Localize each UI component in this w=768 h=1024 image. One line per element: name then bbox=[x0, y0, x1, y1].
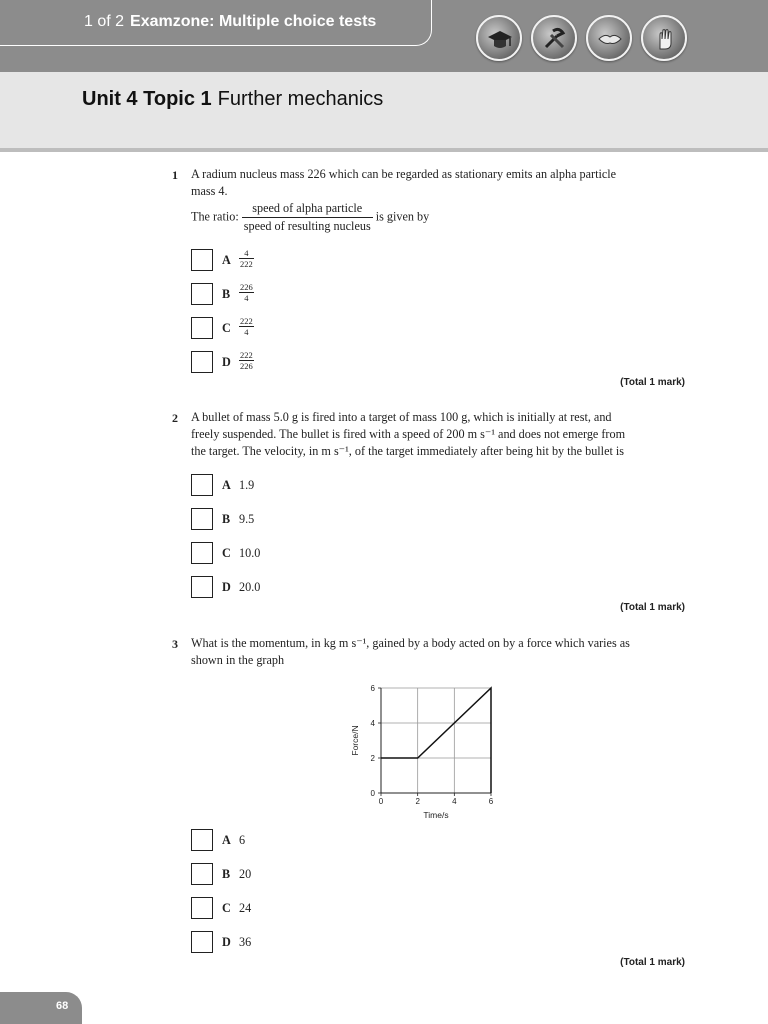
y-tick-label: 2 bbox=[370, 754, 375, 763]
question-1-total: (Total 1 mark) bbox=[620, 377, 685, 388]
q3-option-d[interactable] bbox=[191, 931, 291, 953]
option-letter: C bbox=[222, 321, 231, 335]
fraction-numerator: 222 bbox=[240, 316, 253, 326]
option-value: 20.0 bbox=[239, 580, 261, 594]
x-tick-label: 0 bbox=[378, 797, 384, 806]
handshake-icon bbox=[586, 15, 632, 61]
fraction-denominator: 222 bbox=[240, 259, 253, 269]
option-fraction bbox=[239, 350, 254, 371]
answer-checkbox[interactable] bbox=[191, 317, 213, 339]
option-fraction bbox=[239, 282, 254, 303]
fraction-denominator: 4 bbox=[244, 293, 249, 303]
topic-label: Further mechanics bbox=[217, 88, 384, 110]
fraction-denominator: 4 bbox=[244, 327, 249, 337]
option-letter: A bbox=[222, 833, 231, 847]
question-2-number: 2 bbox=[172, 411, 178, 425]
unit-label: Unit 4 Topic 1 bbox=[82, 88, 212, 110]
option-value: 9.5 bbox=[239, 512, 255, 526]
q3-option-c[interactable] bbox=[191, 897, 291, 919]
q2-option-a[interactable] bbox=[191, 474, 291, 496]
option-value: 10.0 bbox=[239, 546, 261, 560]
question-3-line-1: What is the momentum, in kg m s⁻¹, gained by a body acted on by a force which varies as bbox=[191, 636, 630, 650]
question-1-line-2: mass 4. bbox=[191, 184, 228, 198]
ratio-fraction bbox=[242, 201, 373, 234]
answer-checkbox[interactable] bbox=[191, 829, 213, 851]
question-2-line-2: freely suspended. The bullet is fired with a speed of 200 m s⁻¹ and does not emerge from bbox=[191, 427, 626, 441]
chart-plot bbox=[350, 684, 494, 820]
answer-checkbox[interactable] bbox=[191, 508, 213, 530]
q2-option-d[interactable] bbox=[191, 576, 291, 598]
question-1-number: 1 bbox=[172, 168, 178, 182]
answer-checkbox[interactable] bbox=[191, 474, 213, 496]
option-value: 24 bbox=[239, 901, 252, 915]
question-2-line-1: A bullet of mass 5.0 g is fired into a target of mass 100 g, which is initially at rest, and bbox=[191, 410, 612, 424]
option-letter: B bbox=[222, 867, 231, 881]
question-3-number: 3 bbox=[172, 637, 178, 651]
answer-checkbox[interactable] bbox=[191, 931, 213, 953]
divider bbox=[0, 148, 768, 152]
option-value: 6 bbox=[239, 833, 246, 847]
question-3-total: (Total 1 mark) bbox=[620, 957, 685, 968]
q3-option-b[interactable] bbox=[191, 863, 291, 885]
answer-checkbox[interactable] bbox=[191, 351, 213, 373]
fraction-numerator: 226 bbox=[240, 282, 253, 292]
y-tick-label: 0 bbox=[370, 789, 375, 798]
ratio-denominator: speed of resulting nucleus bbox=[243, 219, 371, 233]
ratio-suffix: is given by bbox=[375, 209, 430, 224]
q1-option-a[interactable] bbox=[191, 249, 271, 271]
option-letter: A bbox=[222, 478, 231, 492]
question-3-line-2: shown in the graph bbox=[191, 653, 285, 667]
option-letter: B bbox=[222, 287, 231, 301]
ratio-prefix: The ratio: bbox=[191, 209, 239, 224]
fraction-denominator: 226 bbox=[240, 361, 253, 371]
x-tick-label: 6 bbox=[488, 797, 494, 806]
tools-icon bbox=[531, 15, 577, 61]
option-letter: D bbox=[222, 355, 231, 369]
option-letter: C bbox=[222, 546, 231, 560]
q3-option-a[interactable] bbox=[191, 829, 291, 851]
hand-icon bbox=[641, 15, 687, 61]
answer-checkbox[interactable] bbox=[191, 283, 213, 305]
fraction-numerator: 4 bbox=[239, 248, 254, 259]
option-value: 36 bbox=[239, 935, 252, 949]
q1-option-b[interactable] bbox=[191, 283, 271, 305]
page-of-label: 1 of 2 bbox=[84, 13, 125, 30]
y-axis-label: Force/N bbox=[350, 725, 360, 756]
q1-option-c[interactable] bbox=[191, 317, 271, 339]
fraction-numerator: 222 bbox=[240, 350, 253, 360]
x-tick-label: 2 bbox=[415, 797, 420, 806]
answer-checkbox[interactable] bbox=[191, 863, 213, 885]
page-title bbox=[82, 88, 383, 111]
option-letter: D bbox=[222, 580, 231, 594]
y-tick-label: 6 bbox=[370, 684, 375, 693]
option-value: 1.9 bbox=[239, 478, 255, 492]
x-tick-label: 4 bbox=[452, 797, 457, 806]
option-letter: B bbox=[222, 512, 231, 526]
option-value: 20 bbox=[239, 867, 252, 881]
question-2-line-3: the target. The velocity, in m s⁻¹, of the target immediately after being hit by the bullet is bbox=[191, 444, 625, 458]
q2-option-c[interactable] bbox=[191, 542, 291, 564]
page-number: 68 bbox=[56, 1000, 69, 1012]
section-title: Examzone: Multiple choice tests bbox=[130, 13, 377, 30]
x-axis-label: Time/s bbox=[423, 810, 449, 820]
answer-checkbox[interactable] bbox=[191, 542, 213, 564]
answer-checkbox[interactable] bbox=[191, 576, 213, 598]
force-time-graph bbox=[340, 676, 520, 826]
question-1-line-1: A radium nucleus mass 226 which can be regarded as stationary emits an alpha particle bbox=[191, 167, 617, 181]
ratio-numerator: speed of alpha particle bbox=[242, 201, 373, 218]
option-letter: D bbox=[222, 935, 231, 949]
question-1-ratio bbox=[191, 201, 429, 234]
answer-checkbox[interactable] bbox=[191, 897, 213, 919]
answer-checkbox[interactable] bbox=[191, 249, 213, 271]
q2-option-b[interactable] bbox=[191, 508, 291, 530]
header-title bbox=[84, 13, 376, 31]
question-2-total: (Total 1 mark) bbox=[620, 602, 685, 613]
option-fraction bbox=[239, 316, 254, 337]
option-letter: A bbox=[222, 253, 231, 267]
q1-option-d[interactable] bbox=[191, 351, 271, 373]
option-letter: C bbox=[222, 901, 231, 915]
force-series-line bbox=[381, 688, 491, 793]
y-tick-label: 4 bbox=[370, 719, 375, 728]
option-fraction bbox=[239, 248, 254, 269]
mortarboard-icon bbox=[476, 15, 522, 61]
header-tab bbox=[0, 0, 432, 46]
page-number-tab bbox=[0, 992, 82, 1024]
